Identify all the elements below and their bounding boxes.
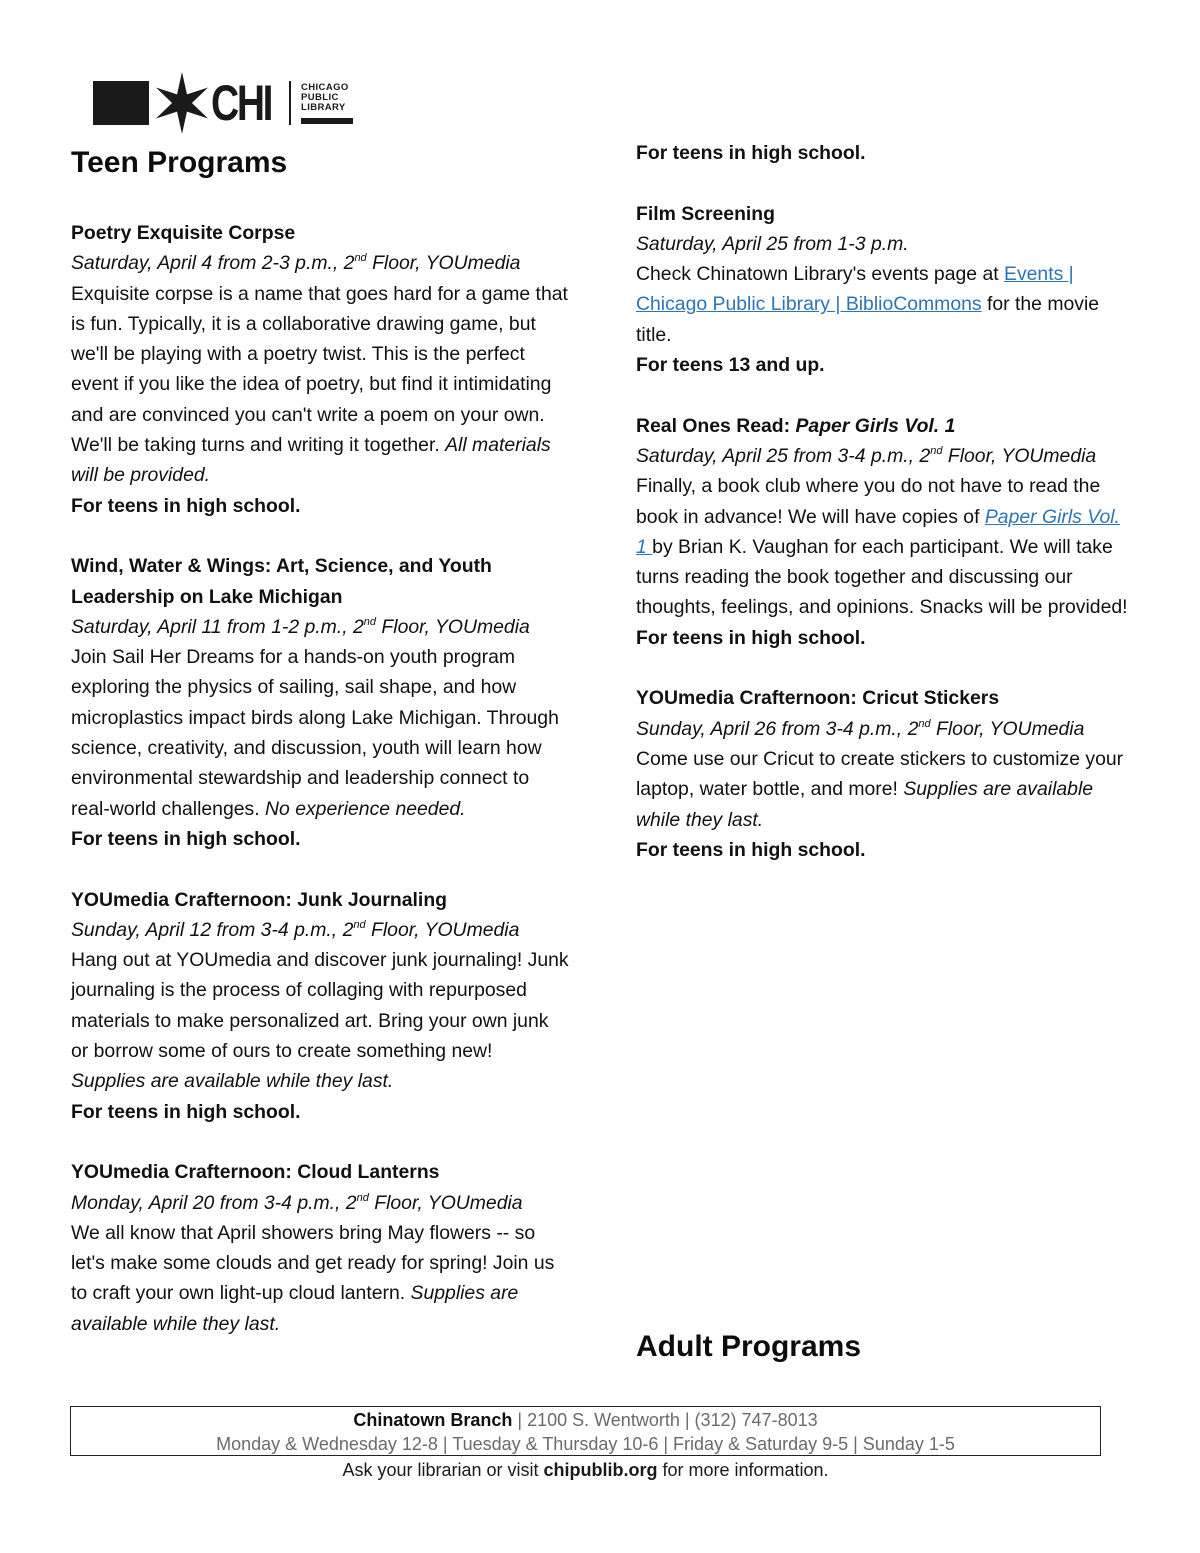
event-title: YOUmedia Crafternoon: Junk Journaling: [71, 888, 448, 911]
branch-address-line: Chinatown Branch | 2100 S. Wentworth | (312) 747-8013: [353, 1410, 818, 1430]
website-text: chipublib.org: [543, 1460, 658, 1480]
event-audience: For teens in high school.: [636, 626, 866, 649]
event-description: Hang out at YOUmedia and discover junk journaling! Junk journaling is the process of collaging with repurposed materials to make personalized art. Bring your own junk or borrow some of ours to create something new! Supplies are available while they last.: [71, 949, 569, 1093]
event-description: Come use our Cricut to create stickers to customize your laptop, water bottle, and more! Supplies are available while they last.: [636, 747, 1124, 831]
event-audience: For teens in high school.: [71, 827, 301, 850]
event-audience: For teens in high school.: [636, 142, 866, 164]
event-title: Poetry Exquisite Corpse: [71, 222, 296, 244]
event-poetry-exquisite-corpse: [71, 218, 571, 521]
branch-hours: Monday & Wednesday 12-8 | Tuesday & Thursday 10-6 | Friday & Saturday 9-5 | Sunday 1-5: [216, 1434, 955, 1454]
event-when: Saturday, April 4 from 2-3 p.m., 2nd Floor, YOUmedia: [71, 252, 521, 275]
event-title: YOUmedia Crafternoon: Cloud Lanterns: [71, 1161, 440, 1184]
six-point-star-icon: [151, 72, 213, 134]
footer-note: Ask your librarian or visit chipublib.org for more information.: [342, 1460, 829, 1480]
event-when: Sunday, April 26 from 3-4 p.m., 2nd Floor, YOUmedia: [636, 717, 1085, 740]
event-description: Join Sail Her Dreams for a hands-on youth program exploring the physics of sailing, sail shape, and how microplastics impact birds along Lake Michigan. Through science, creativity, and discussion, youth will learn how environmental stewardship and leadership connect to real-world challenges. No experience needed.: [71, 646, 559, 820]
teen-programs-heading: Teen Programs: [71, 146, 288, 179]
logo-library-name: CHICAGO PUBLIC LIBRARY: [301, 83, 353, 124]
event-audience: For teens in high school.: [71, 494, 301, 517]
event-audience: For teens in high school.: [71, 1100, 301, 1123]
paper-girls-book-link[interactable]: Paper Girls Vol. 1: [636, 505, 1120, 558]
event-audience: For teens in high school.: [636, 838, 866, 861]
event-when: Sunday, April 12 from 3-4 p.m., 2nd Floor, YOUmedia: [71, 918, 520, 941]
chicago-public-library-logo: [93, 72, 353, 134]
logo-square-icon: [93, 81, 149, 125]
event-title: Real Ones Read: Paper Girls Vol. 1: [636, 414, 956, 437]
branch-name: Chinatown Branch: [353, 1410, 513, 1430]
branch-info-box: [70, 1406, 1101, 1456]
event-cloud-lanterns-continued: [636, 138, 1136, 168]
event-description: We all know that April showers bring May flowers -- so let's make some clouds and get ready for spring! Join us to craft your own light-up cloud lantern. Supplies are available while they last.: [71, 1221, 555, 1335]
event-cricut-stickers: [636, 683, 1136, 865]
event-title: Film Screening: [636, 202, 776, 225]
event-title: Wind, Water & Wings: Art, Science, and Youth Leadership on Lake Michigan: [71, 555, 492, 608]
event-wind-water-wings: [71, 551, 571, 854]
event-when: Saturday, April 11 from 1-2 p.m., 2nd Floor, YOUmedia: [71, 615, 530, 638]
logo-divider: [289, 81, 291, 125]
adult-programs-heading: Adult Programs: [636, 1330, 862, 1363]
event-description: Exquisite corpse is a name that goes hard for a game that is fun. Typically, it is a collaborative drawing game, but we'll be playing with a poetry twist. This is the perfect event if you like the idea of poetry, but find it intimidating and are convinced you can't write a poem on your own. We'll be taking turns and writing it together. All materials will be provided.: [71, 282, 568, 487]
event-when: Saturday, April 25 from 1-3 p.m.: [636, 232, 909, 255]
left-column: [71, 218, 571, 1369]
event-audience: For teens 13 and up.: [636, 354, 825, 377]
event-film-screening: [636, 199, 1136, 381]
events-page-link[interactable]: Events | Chicago Public Library | BiblioCommons: [636, 263, 1074, 316]
event-when: Monday, April 20 from 3-4 p.m., 2nd Floor, YOUmedia: [71, 1191, 523, 1214]
event-junk-journaling: [71, 885, 571, 1127]
event-when: Saturday, April 25 from 3-4 p.m., 2nd Floor, YOUmedia: [636, 444, 1097, 467]
event-real-ones-read: [636, 411, 1136, 653]
event-description: Check Chinatown Library's events page at Events | Chicago Public Library | BiblioCommons for the movie title.: [636, 263, 1100, 346]
event-title: YOUmedia Crafternoon: Cricut Stickers: [636, 687, 1000, 710]
right-column: [636, 138, 1136, 895]
logo-wordmark: CHI: [211, 75, 272, 131]
event-description: Finally, a book club where you do not have to read the book in advance! We will have copies of Paper Girls Vol. 1 by Brian K. Vaughan for each participant. We will take turns reading the book together and discussing our thoughts, feelings, and opinions. Snacks will be provided!: [636, 475, 1128, 619]
logo-underline-bar: [301, 118, 353, 124]
event-cloud-lanterns: [71, 1157, 571, 1339]
